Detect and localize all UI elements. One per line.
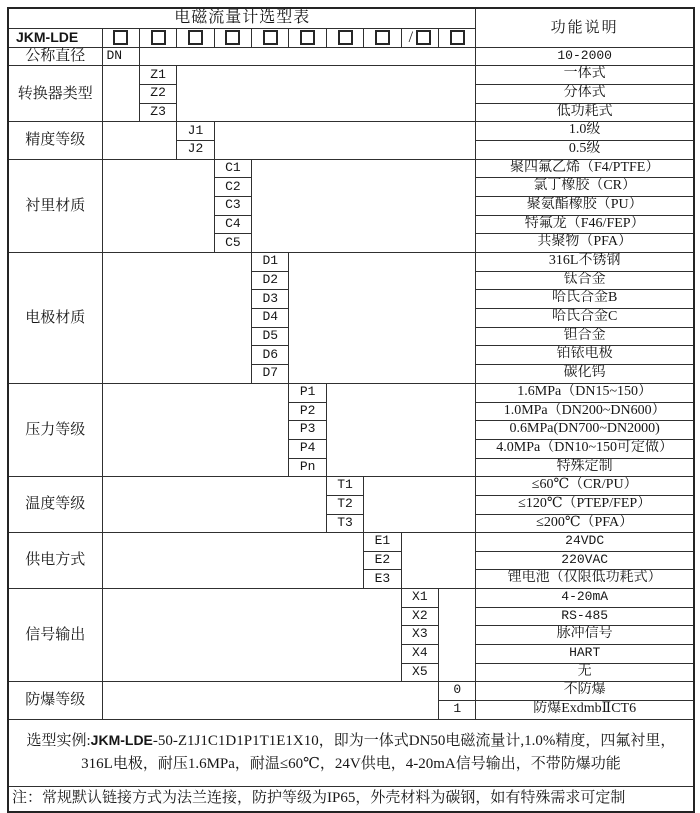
- code-c4: C4: [214, 215, 251, 234]
- desc-p4: 4.0MPa（DN10~150可定做）: [476, 439, 694, 458]
- desc-j1: 1.0级: [476, 122, 694, 141]
- section-label-lining: 衬里材质: [8, 159, 102, 252]
- desc-t3: ≤200℃（PFA）: [476, 514, 694, 533]
- code-pn: Pn: [289, 458, 326, 477]
- code-j2: J2: [177, 141, 214, 160]
- empty-cell: [252, 159, 476, 252]
- code-x5: X5: [401, 663, 438, 682]
- table-row: [8, 786, 694, 812]
- desc-e1: 24VDC: [476, 533, 694, 552]
- model-checkbox-6[interactable]: [289, 28, 326, 47]
- desc-e2: 220VAC: [476, 551, 694, 570]
- desc-d7: 碳化钨: [476, 365, 694, 384]
- model-checkbox-3[interactable]: [177, 28, 214, 47]
- model-checkbox-10[interactable]: [439, 28, 476, 47]
- code-j1: J1: [177, 122, 214, 141]
- table-row: [8, 122, 694, 141]
- desc-pn: 特殊定制: [476, 458, 694, 477]
- desc-e3: 锂电池（仅限低功耗式）: [476, 570, 694, 589]
- empty-cell: [102, 66, 139, 122]
- desc-j2: 0.5级: [476, 141, 694, 160]
- checkbox-icon[interactable]: [151, 30, 166, 45]
- checkbox-icon[interactable]: [450, 30, 465, 45]
- checkbox-icon[interactable]: [113, 30, 128, 45]
- section-label-signal: 信号输出: [8, 589, 102, 682]
- model-checkbox-5[interactable]: [252, 28, 289, 47]
- desc-c5: 共聚物（PFA）: [476, 234, 694, 253]
- checkbox-icon[interactable]: [188, 30, 203, 45]
- code-d3: D3: [252, 290, 289, 309]
- model-checkbox-8[interactable]: [364, 28, 401, 47]
- table-row: [8, 383, 694, 402]
- code-d5: D5: [252, 327, 289, 346]
- empty-cell: [102, 477, 326, 533]
- empty-cell: [326, 383, 476, 476]
- code-d6: D6: [252, 346, 289, 365]
- function-column-title: 功能说明: [476, 8, 694, 47]
- example-line1-rest: -50-Z1J1C1D1P1T1E1X10，即为一体式DN50电磁流量计,1.0%精度，四氟衬里，: [152, 733, 676, 750]
- code-ex0: 0: [439, 682, 476, 701]
- desc-x4: HART: [476, 644, 694, 663]
- table-row: [8, 719, 694, 786]
- empty-cell: [102, 589, 401, 682]
- example-model: JKM-LDE: [90, 732, 153, 749]
- code-e3: E3: [364, 570, 401, 589]
- code-t3: T3: [326, 514, 363, 533]
- code-ex1: 1: [439, 700, 476, 719]
- code-e2: E2: [364, 551, 401, 570]
- code-z1: Z1: [139, 66, 176, 85]
- desc-d2: 钛合金: [476, 271, 694, 290]
- desc-x1: 4-20mA: [476, 589, 694, 608]
- desc-d1: 316L不锈钢: [476, 253, 694, 272]
- table-row: [8, 8, 694, 28]
- section-label-accuracy: 精度等级: [8, 122, 102, 159]
- desc-z1: 一体式: [476, 66, 694, 85]
- desc-d3: 哈氏合金B: [476, 290, 694, 309]
- model-checkbox-7[interactable]: [326, 28, 363, 47]
- empty-cell: [289, 253, 476, 384]
- desc-d6: 铂铱电极: [476, 346, 694, 365]
- table-row: [8, 47, 694, 66]
- table-row: [8, 533, 694, 552]
- empty-cell: [401, 533, 476, 589]
- code-x1: X1: [401, 589, 438, 608]
- checkbox-icon[interactable]: [375, 30, 390, 45]
- table-row: [8, 589, 694, 608]
- page-title: 电磁流量计选型表: [8, 8, 476, 28]
- empty-cell: [214, 122, 476, 159]
- model-checkbox-2[interactable]: [139, 28, 176, 47]
- code-x3: X3: [401, 626, 438, 645]
- section-label-power: 供电方式: [8, 533, 102, 589]
- desc-dn: 10-2000: [476, 47, 694, 66]
- section-label-converter: 转换器类型: [8, 66, 102, 122]
- code-d1: D1: [252, 253, 289, 272]
- empty-cell: [102, 682, 439, 719]
- selection-example: [8, 719, 694, 786]
- desc-c4: 特氟龙（F46/FEP）: [476, 215, 694, 234]
- desc-t2: ≤120℃（PTEP/FEP）: [476, 495, 694, 514]
- code-p4: P4: [289, 439, 326, 458]
- table-row: [8, 66, 694, 85]
- code-p2: P2: [289, 402, 326, 421]
- code-c2: C2: [214, 178, 251, 197]
- empty-cell: [102, 533, 364, 589]
- example-prefix: 选型实例:: [26, 733, 91, 750]
- table-row: [8, 477, 694, 496]
- empty-cell: [139, 47, 476, 66]
- code-x4: X4: [401, 644, 438, 663]
- code-z2: Z2: [139, 85, 176, 104]
- desc-p1: 1.6MPa（DN15~150）: [476, 383, 694, 402]
- section-label-temperature: 温度等级: [8, 477, 102, 533]
- desc-c3: 聚氨酯橡胶（PU）: [476, 197, 694, 216]
- desc-c1: 聚四氟乙烯（F4/PTFE）: [476, 159, 694, 178]
- checkbox-icon[interactable]: [416, 30, 431, 45]
- desc-ex0: 不防爆: [476, 682, 694, 701]
- empty-cell: [364, 477, 476, 533]
- code-x2: X2: [401, 607, 438, 626]
- model-checkbox-1[interactable]: [102, 28, 139, 47]
- model-checkbox-4[interactable]: [214, 28, 251, 47]
- section-label-explosion-proof: 防爆等级: [8, 682, 102, 719]
- note-text: 注：常规默认链接方式为法兰连接，防护等级为IP65，外壳材料为碳钢，如有特殊需求可定制: [8, 786, 694, 812]
- code-z3: Z3: [139, 103, 176, 122]
- table-row: [8, 253, 694, 272]
- section-label-pressure: 压力等级: [8, 383, 102, 476]
- model-checkbox-9[interactable]: [401, 28, 438, 47]
- empty-cell: [102, 122, 177, 159]
- code-d7: D7: [252, 365, 289, 384]
- desc-d4: 哈氏合金C: [476, 309, 694, 328]
- desc-z2: 分体式: [476, 85, 694, 104]
- desc-t1: ≤60℃（CR/PU）: [476, 477, 694, 496]
- checkbox-icon[interactable]: [225, 30, 240, 45]
- empty-cell: [439, 589, 476, 682]
- empty-cell: [102, 383, 289, 476]
- example-line-2: 316L电极，耐压1.6MPa，耐温≤60℃，24V供电，4-20mA信号输出，不带防爆功能: [81, 756, 621, 773]
- slash-separator: /: [408, 28, 414, 46]
- desc-d5: 钽合金: [476, 327, 694, 346]
- code-dn: DN: [102, 47, 139, 66]
- code-d4: D4: [252, 309, 289, 328]
- checkbox-icon[interactable]: [338, 30, 353, 45]
- desc-p3: 0.6MPa(DN700~DN2000): [476, 421, 694, 440]
- selection-table: [7, 7, 695, 813]
- desc-x2: RS-485: [476, 607, 694, 626]
- desc-ex1: 防爆ExdmbⅡCT6: [476, 700, 694, 719]
- code-p1: P1: [289, 383, 326, 402]
- section-label-electrode: 电极材质: [8, 253, 102, 384]
- code-p3: P3: [289, 421, 326, 440]
- table-row: [8, 682, 694, 701]
- example-line-1: [9, 729, 693, 753]
- empty-cell: [102, 253, 252, 384]
- empty-cell: [177, 66, 476, 122]
- code-t1: T1: [326, 477, 363, 496]
- code-c3: C3: [214, 197, 251, 216]
- desc-x5: 无: [476, 663, 694, 682]
- desc-x3: 脉冲信号: [476, 626, 694, 645]
- checkbox-icon[interactable]: [300, 30, 315, 45]
- desc-p2: 1.0MPa（DN200~DN600）: [476, 402, 694, 421]
- empty-cell: [102, 159, 214, 252]
- code-c1: C1: [214, 159, 251, 178]
- table-row: [8, 159, 694, 178]
- code-t2: T2: [326, 495, 363, 514]
- code-d2: D2: [252, 271, 289, 290]
- model-prefix: JKM-LDE: [8, 28, 102, 47]
- checkbox-icon[interactable]: [263, 30, 278, 45]
- code-c5: C5: [214, 234, 251, 253]
- desc-z3: 低功耗式: [476, 103, 694, 122]
- code-e1: E1: [364, 533, 401, 552]
- row-label-dn: 公称直径: [8, 47, 102, 66]
- desc-c2: 氯丁橡胶（CR）: [476, 178, 694, 197]
